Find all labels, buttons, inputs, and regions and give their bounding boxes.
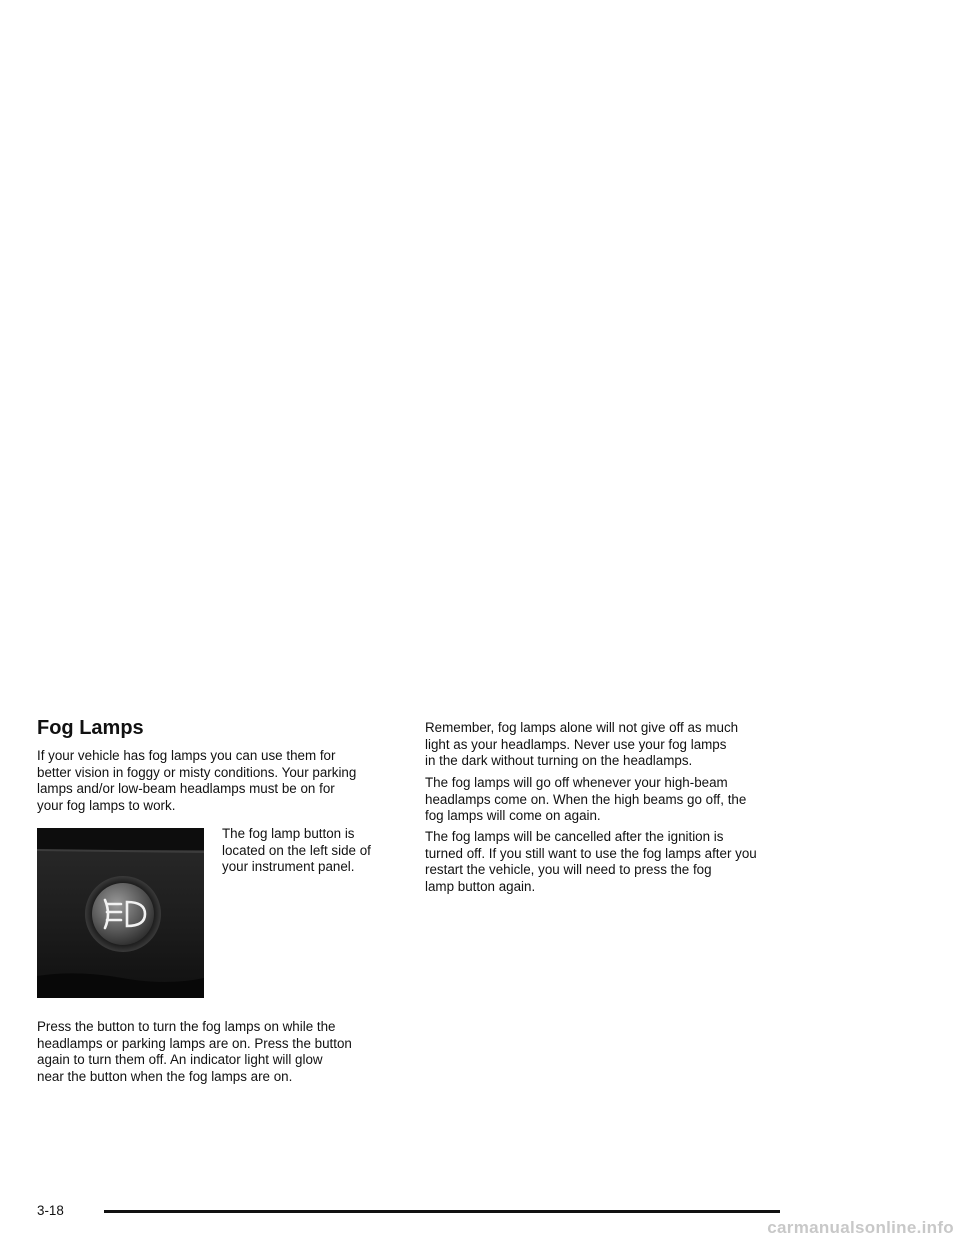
text-line: in the dark without turning on the headlamps. [425,753,693,768]
text-line: Press the button to turn the fog lamps on while the [37,1019,336,1034]
page-number: 3-18 [37,1203,64,1218]
text-line: lamp button again. [425,878,536,894]
text-line: fog lamps will come on again. [425,808,601,823]
text-line: restart the vehicle, you will need to press the fog [425,862,712,877]
remember-paragraph [425,720,805,770]
text-line: The fog lamps will go off whenever your high-beam [425,775,728,790]
text-line: headlamps or parking lamps are on. Press the button [37,1035,352,1051]
text-line: again to turn them off. An indicator light will glow [37,1052,323,1067]
text-line: turned off. If you still want to use the fog lamps after you [425,845,757,861]
text-line: your instrument panel. [222,859,355,874]
press-paragraph [37,1019,387,1085]
text-line: near the button when the fog lamps are on. [37,1068,293,1084]
text-line: headlamps come on. When the high beams go off, the [425,791,747,807]
text-line: located on the left side of [222,842,371,858]
text-line: lamps and/or low-beam headlamps must be on for [37,781,335,796]
footer-rule [104,1210,780,1213]
high-beam-paragraph [425,775,805,825]
text-line: Remember, fog lamps alone will not give off as much [425,720,739,735]
section-title: Fog Lamps [37,717,144,739]
watermark: carmanualsonline.info [767,1218,954,1237]
intro-paragraph [37,748,387,814]
text-line: The fog lamps will be cancelled after the ignition is [425,829,724,844]
fog-lamp-icon [37,828,204,998]
text-line: your fog lamps to work. [37,797,176,813]
figure-caption [222,826,402,876]
text-line: The fog lamp button is [222,826,355,841]
text-line: better vision in foggy or misty conditions. Your parking [37,764,357,780]
text-line: light as your headlamps. Never use your fog lamps [425,736,727,752]
text-line: If your vehicle has fog lamps you can use them for [37,748,336,763]
fog-lamp-button-photo [37,828,204,998]
cancelled-paragraph [425,829,805,895]
